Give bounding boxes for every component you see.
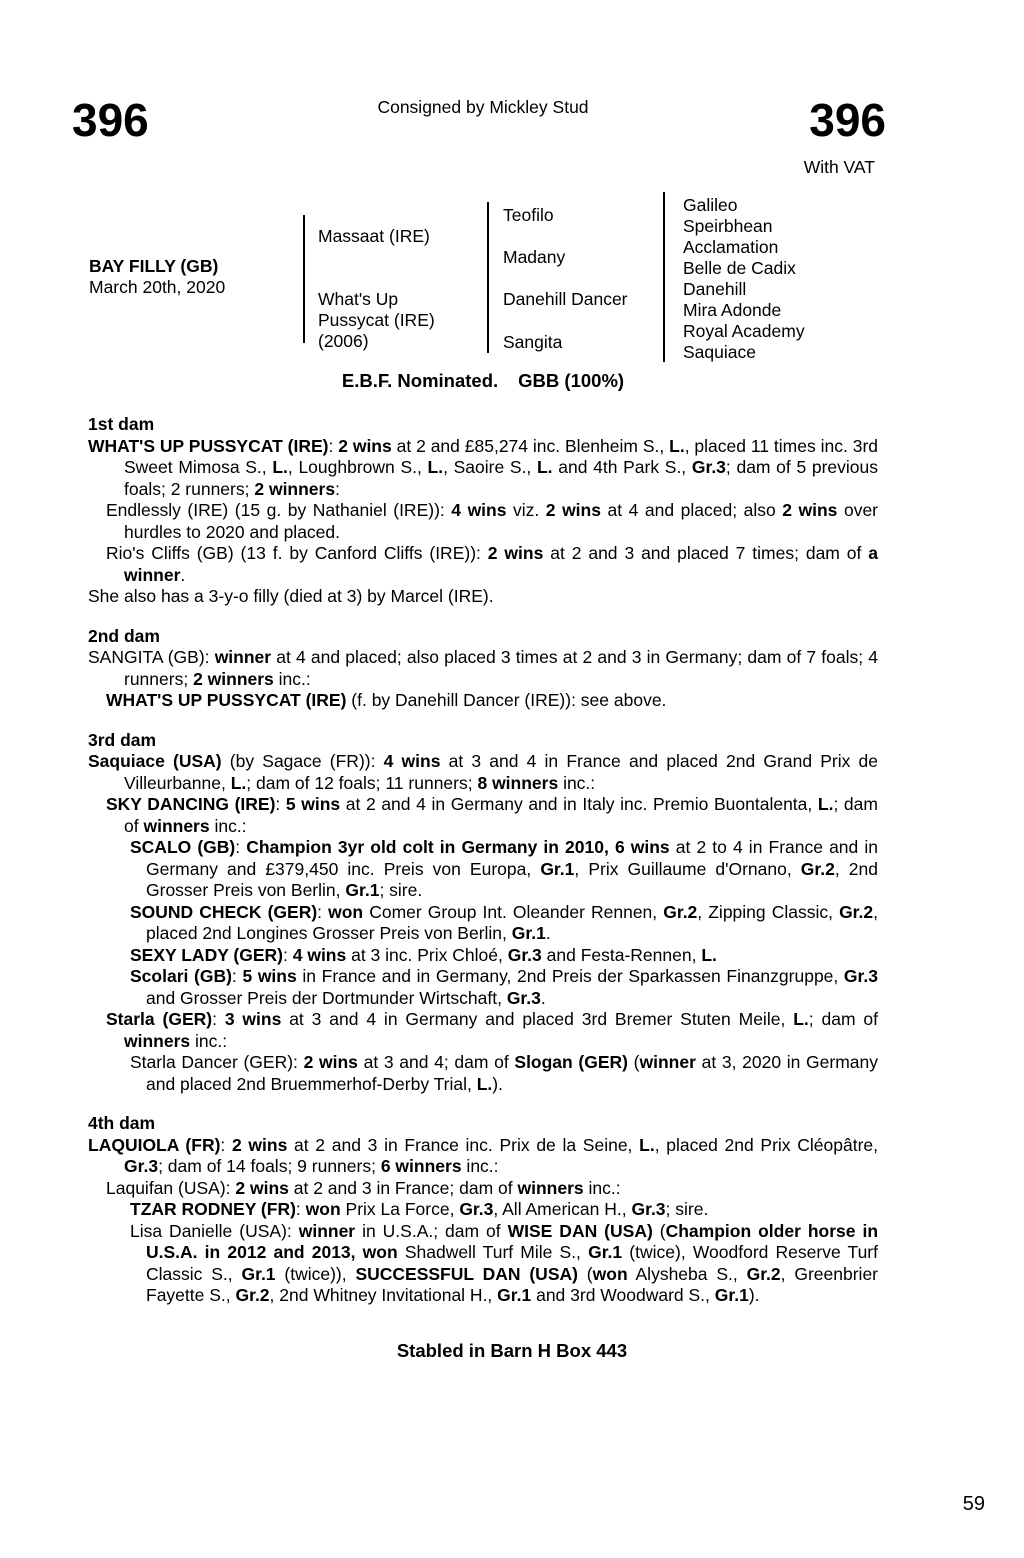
dam-of-dam: Sangita	[503, 332, 563, 352]
pedigree-paragraph: SANGITA (GB): winner at 4 and placed; also placed 3 times at 2 and 3 in Germany; dam of 7 foals; 4 runners; 2 winners inc.:	[88, 647, 878, 689]
pedigree-paragraph: TZAR RODNEY (FR): won Prix La Force, Gr.3, All American H., Gr.3; sire.	[130, 1199, 709, 1219]
grandparent-name: Galileo	[683, 195, 738, 215]
grandparent-name: Acclamation	[683, 237, 779, 257]
dam-name-line: Pussycat (IRE)	[318, 310, 435, 330]
sire-name: Massaat (IRE)	[318, 226, 430, 246]
dam-name-line: (2006)	[318, 331, 369, 351]
dam-section	[88, 730, 878, 1096]
grandparent-name: Speirbhean	[683, 216, 773, 236]
pedigree-paragraph: SKY DANCING (IRE): 5 wins at 2 and 4 in Germany and in Italy inc. Premio Buontalenta, L.; dam of winners inc.:	[106, 794, 878, 836]
dam-sections	[88, 414, 878, 1307]
pedigree-paragraph: Scolari (GB): 5 wins in France and in Germany, 2nd Preis der Sparkassen Finanzgruppe, Gr.3 and Grosser Preis der Dortmunder Wirtschaft, Gr.3.	[130, 966, 878, 1008]
dam-section	[88, 626, 878, 712]
sire-of-dam: Danehill Dancer	[503, 289, 628, 309]
page-number: 59	[962, 1493, 985, 1515]
pedigree-paragraph: SOUND CHECK (GER): won Comer Group Int. Oleander Rennen, Gr.2, Zipping Classic, Gr.2, placed 2nd Longines Grosser Preis von Berlin, Gr.1.	[130, 901, 878, 943]
dam-section-heading: 4th dam	[88, 1113, 156, 1133]
pedigree-paragraph: WHAT'S UP PUSSYCAT (IRE): 2 wins at 2 and £85,274 inc. Blenheim S., L., placed 11 times inc. 3rd Sweet Mimosa S., L., Loughbrown S., L., Saoire S., L. and 4th Park S., Gr.3; dam of 5 previous foals; 2 runners; 2 winners:	[88, 435, 879, 499]
pedigree-paragraph: Endlessly (IRE) (15 g. by Nathaniel (IRE)): 4 wins viz. 2 wins at 4 and placed; also 2 wins over hurdles to 2020 and placed.	[106, 500, 878, 542]
foaling-date: March 20th, 2020	[89, 277, 226, 297]
dam-section-heading: 3rd dam	[88, 729, 157, 750]
gbb-nomination: GBB (100%)	[518, 370, 625, 391]
grandparent-name: Mira Adonde	[683, 300, 782, 320]
grandparent-name: Saquiace	[683, 342, 756, 362]
grandparent-name: Danehill	[683, 279, 747, 299]
grandparent-name: Royal Academy	[683, 321, 805, 341]
ebf-nomination: E.B.F. Nominated.	[341, 370, 499, 391]
horse-name: BAY FILLY (GB)	[89, 256, 219, 276]
pedigree-paragraph: SEXY LADY (GER): 4 wins at 3 inc. Prix Chloé, Gr.3 and Festa-Rennen, L.	[130, 944, 717, 965]
pedigree-paragraph: Starla (GER): 3 wins at 3 and 4 in Germany and placed 3rd Bremer Stuten Meile, L.; dam of winners inc.:	[106, 1009, 878, 1051]
dam-name	[318, 289, 435, 352]
pedigree-paragraph: LAQUIOLA (FR): 2 wins at 2 and 3 in France inc. Prix de la Seine, L., placed 2nd Prix Cléopâtre, Gr.3; dam of 14 foals; 9 runners; 6 winners inc.:	[88, 1134, 878, 1176]
pedigree-paragraph: WHAT'S UP PUSSYCAT (IRE) (f. by Danehill Dancer (IRE)): see above.	[106, 690, 667, 710]
stabling-line: Stabled in Barn H Box 443	[396, 1340, 628, 1361]
vat-note: With VAT	[803, 157, 875, 177]
dam-section-heading: 1st dam	[88, 414, 155, 434]
lot-number-left: 396	[72, 94, 149, 146]
pedigree-paragraph: Starla Dancer (GER): 2 wins at 3 and 4; dam of Slogan (GER) (winner at 3, 2020 in Germany and placed 2nd Bruemmerhof-Derby Trial, L.).	[130, 1052, 878, 1094]
dam-section-heading: 2nd dam	[88, 625, 160, 646]
nominations-line	[88, 370, 878, 392]
dam-section	[88, 1113, 878, 1307]
dam-section	[88, 414, 878, 608]
consignor-line: Consigned by Mickley Stud	[377, 97, 589, 117]
dam-name-line: What's Up	[318, 289, 399, 309]
pedigree-paragraph: Lisa Danielle (USA): winner in U.S.A.; dam of WISE DAN (USA) (Champion older horse in U.S.A. in 2012 and 2013, won Shadwell Turf Mile S., Gr.1 (twice), Woodford Reserve Turf Classic S., Gr.1 (twice)), SUCCESSFUL DAN (USA) (won Alysheba S., Gr.2, Greenbrier Fayette S., Gr.2, 2nd Whitney Invitational H., Gr.1 and 3rd Woodward S., Gr.1).	[130, 1220, 879, 1305]
lot-number-right: 396	[809, 94, 886, 146]
pedigree-paragraph: Rio's Cliffs (GB) (13 f. by Canford Cliffs (IRE)): 2 wins at 2 and 3 and placed 7 times; dam of a winner.	[106, 543, 878, 585]
pedigree-paragraph: Laquifan (USA): 2 wins at 2 and 3 in France; dam of winners inc.:	[106, 1177, 621, 1198]
pedigree-paragraph: She also has a 3-y-o filly (died at 3) by Marcel (IRE).	[88, 586, 494, 606]
dam-of-sire: Madany	[503, 247, 566, 267]
pedigree-table	[88, 192, 878, 370]
grandparent-name: Belle de Cadix	[683, 258, 796, 278]
pedigree-divider-1	[303, 215, 305, 343]
pedigree-paragraph: SCALO (GB): Champion 3yr old colt in Germany in 2010, 6 wins at 2 to 4 in France and in Germany and £379,450 inc. Preis von Europa, Gr.1, Prix Guillaume d'Ornano, Gr.2, 2nd Grosser Preis von Berlin, Gr.1; sire.	[130, 837, 878, 900]
pedigree-divider-3	[663, 192, 665, 362]
sire-of-sire: Teofilo	[503, 205, 554, 225]
grandparents-column	[683, 195, 805, 363]
pedigree-divider-2	[487, 202, 489, 353]
pedigree-paragraph: Saquiace (USA) (by Sagace (FR)): 4 wins at 3 and 4 in France and placed 2nd Grand Prix de Villeurbanne, L.; dam of 12 foals; 11 runners; 8 winners inc.:	[88, 751, 878, 793]
